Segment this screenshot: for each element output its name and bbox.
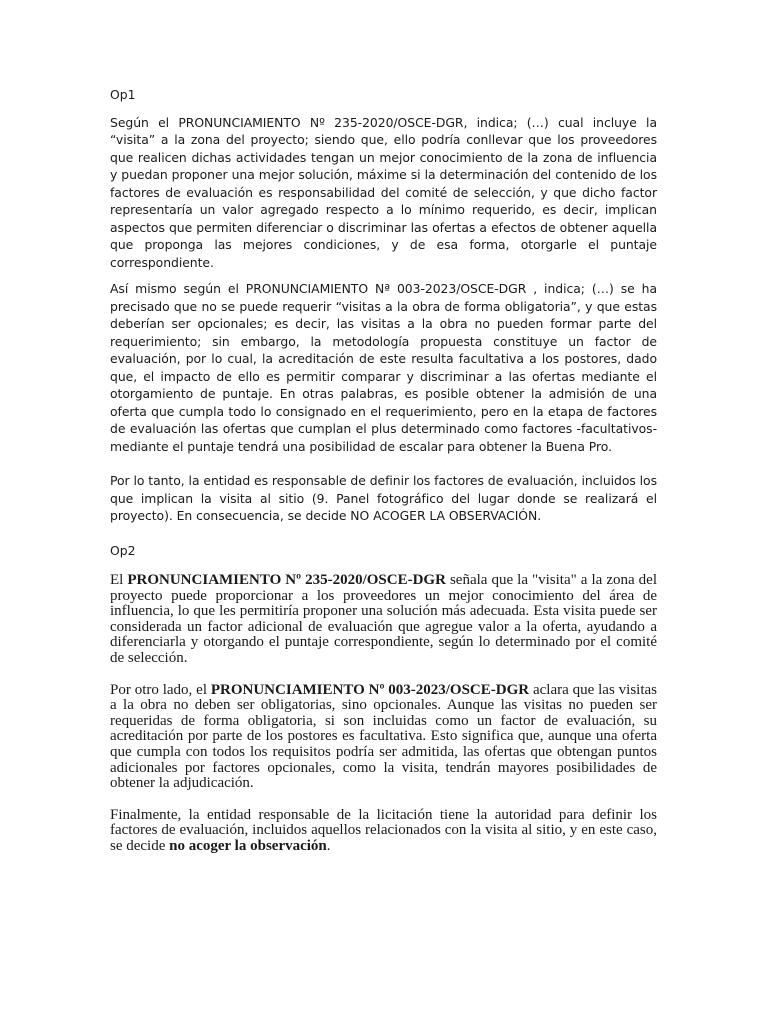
option-2-p1-prefix: El <box>110 572 128 588</box>
option-2-paragraph-2 <box>110 683 657 792</box>
option-2-paragraph-1 <box>110 573 657 667</box>
option-2-p3-suffix: . <box>326 837 331 854</box>
option-2-section <box>110 573 657 855</box>
option-1-paragraph-3: Por lo tanto, la entidad es responsable de definir los factores de evaluación, incluidos los que implican la visita al sitio (9. Panel fotográfico del lugar donde se realizará el proyecto). En consecuencia, se decide NO ACOGER LA OBSERVACIÓN. <box>110 473 657 523</box>
option-2-p3-prefix: Finalmente, la entidad responsable de la licitación tiene la autoridad para definir los factores de evaluación, incluidos aquellos relacionados con la visita al sitio, y en este caso, se decide <box>110 806 657 854</box>
option-2-label: Op2 <box>110 542 136 558</box>
option-1-section <box>110 86 657 559</box>
option-2-paragraph-3 <box>110 808 657 855</box>
option-2-p2-reference: PRONUNCIAMIENTO Nº 003-2023/OSCE-DGR <box>210 681 530 698</box>
option-2-p1-body: señala que la "visita" a la zona del proyecto puede proporcionar a los proveedores un mejor conocimiento del área de influencia, lo que les permitiría proponer una solución más adecuada. Esta visita puede ser considerada un factor adicional de evaluación que agregue valor a la oferta, ayudando a diferenciarla y otorgando el puntaje correspondiente, según lo determinado por el comité de selección. <box>110 572 657 666</box>
option-2-p2-body: aclara que las visitas a la obra no deben ser obligatorias, sino opcionales. Aunque las visitas no pueden ser requeridas de forma obligatoria, si son incluidas como un factor de evaluación, su acreditación por parte de los postores es facultativa. Esto significa que, aunque una oferta que cumpla con todos los requisitos podría ser admitida, las ofertas que obtengan puntos adicionales por factores opcionales, como la visita, tendrán mayores posibilidades de obtener la adjudicación. <box>110 681 658 792</box>
option-2-p1-reference: PRONUNCIAMIENTO Nº 235-2020/OSCE-DGR <box>127 572 446 588</box>
option-2-p2-prefix: Por otro lado, el <box>110 681 211 698</box>
option-1-label: Op1 <box>110 87 136 102</box>
option-1-paragraph-2: Así mismo según el PRONUNCIAMIENTO Nª 003-2023/OSCE-DGR , indica; (…) se ha precisado que no se puede requerir “visitas a la obra de forma obligatoria”, y que estas deberían ser opcionales; es decir, las visitas a la obra no pueden formar parte del requerimiento; sin embargo, la metodología propuesta constituye un factor de evaluación, por lo cual, la acreditación de este resulta facultativa a los postores, dado que, el impacto de ello es permitir comparar y discriminar a las ofertas mediante el otorgamiento de puntaje. En otras palabras, es posible obtener la admisión de una oferta que cumpla todo lo consignado en el requerimiento, pero en la etapa de factores de evaluación las ofertas que cumplan el plus determinado como factores -facultativos- mediante el puntaje tendrá una posibilidad de escalar para obtener la Buena Pro. <box>110 281 657 454</box>
option-1-paragraph-1: Según el PRONUNCIAMIENTO Nº 235-2020/OSCE-DGR, indica; (…) cual incluye la “visita” a la zona del proyecto; siendo que, ello podría conllevar que los proveedores que realicen dichas actividades tengan un mejor conocimiento de la zona de influencia y puedan proponer una mejor solución, máxime si la determinación del contenido de los factores de evaluación es responsabilidad del comité de selección, y que dicho factor representaría un valor agregado respecto a lo mínimo requerido, es decir, implican aspectos que permiten diferenciar o discriminar las ofertas a efectos de obtener aquella que proponga las mejores condiciones, y de esa forma, otorgarle el puntaje correspondiente. <box>110 114 657 270</box>
option-2-p3-decision: no acoger la observación <box>169 837 327 854</box>
